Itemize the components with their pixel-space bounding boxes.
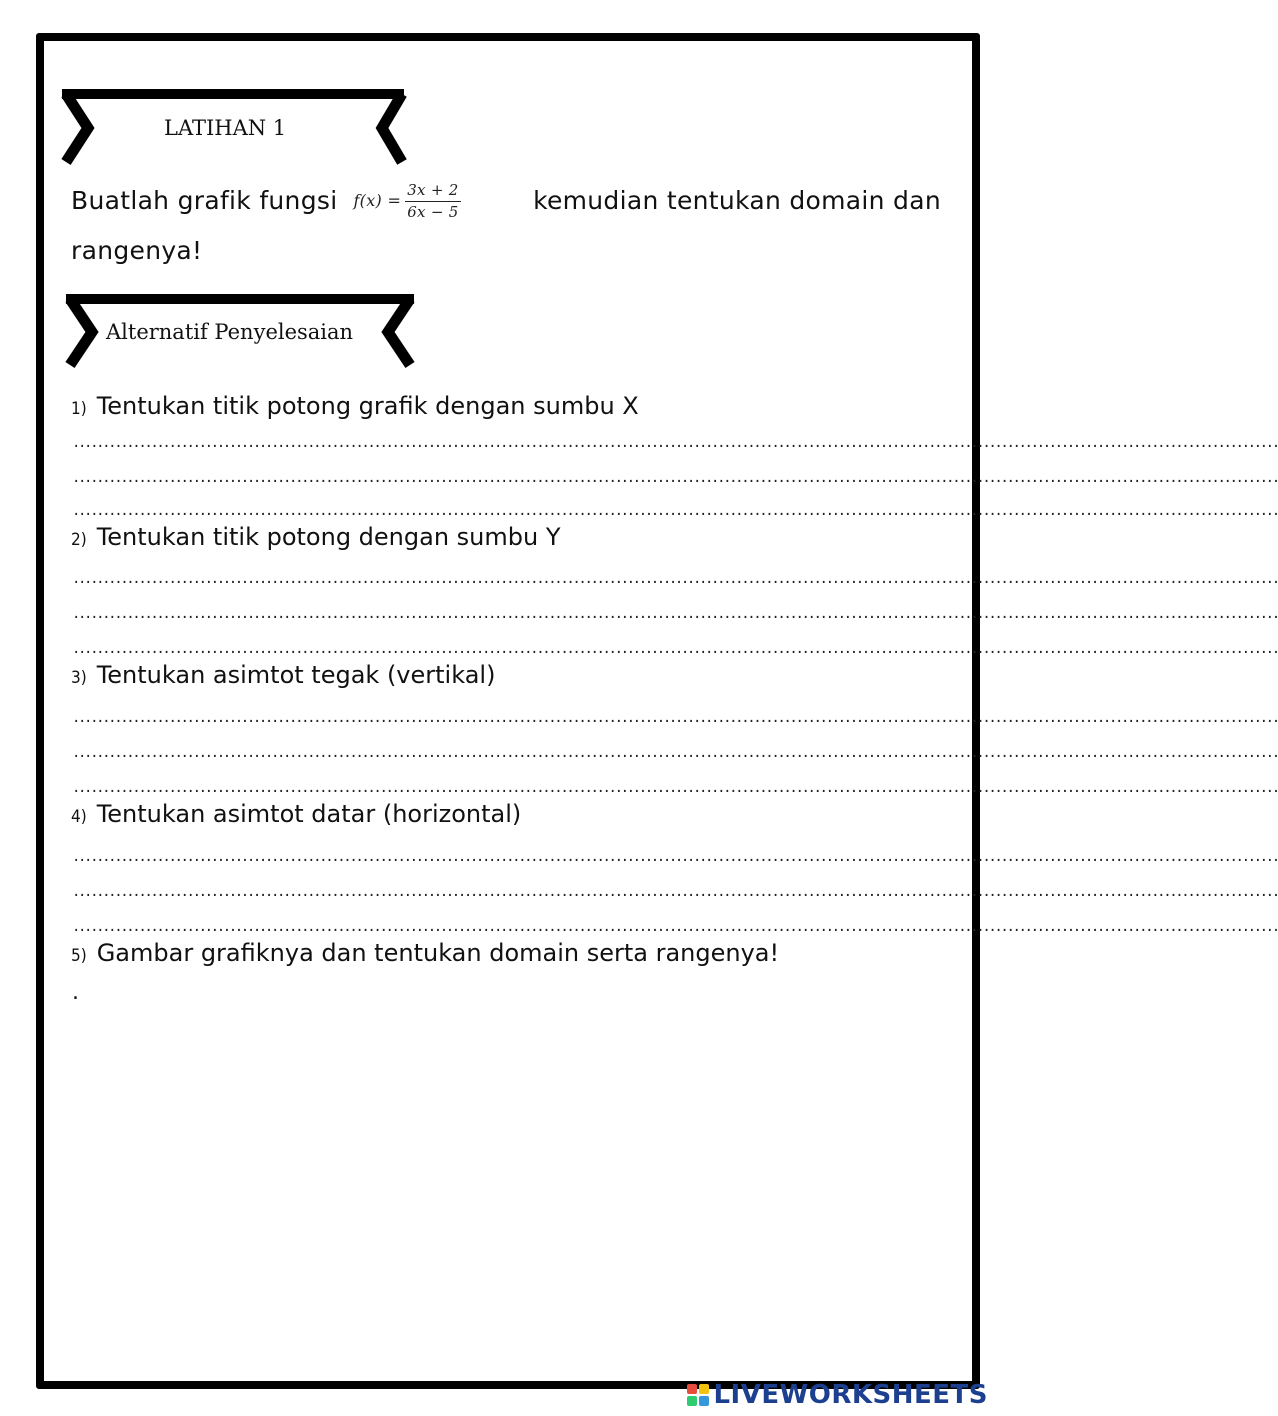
question-3 bbox=[71, 661, 495, 689]
answer-line[interactable]: ........................................................................................................................................................................................................ bbox=[72, 884, 1278, 900]
formula-lhs: f(x) = bbox=[353, 191, 402, 210]
answer-line[interactable]: ........................................................................................................................................................................................................ bbox=[72, 606, 1278, 622]
answer-line[interactable]: ........................................................................................................................................................................................................ bbox=[72, 571, 1278, 587]
answer-line[interactable]: ........................................................................................................................................................................................................ bbox=[72, 503, 1278, 519]
question-2 bbox=[71, 523, 561, 551]
question-4 bbox=[71, 800, 521, 828]
formula-numerator: 3x + 2 bbox=[405, 181, 460, 202]
logo-square-icon bbox=[687, 1396, 697, 1406]
liveworksheets-watermark bbox=[687, 1380, 988, 1410]
liveworksheets-logo-icon bbox=[687, 1384, 709, 1406]
question-1 bbox=[71, 392, 639, 420]
question-5 bbox=[71, 939, 779, 967]
section-banner-latihan bbox=[58, 88, 410, 168]
function-formula bbox=[353, 176, 460, 226]
answer-line[interactable]: ........................................................................................................................................................................................................ bbox=[72, 849, 1278, 865]
answer-line[interactable]: ........................................................................................................................................................................................................ bbox=[72, 641, 1278, 657]
banner-title-solution: Alternatif Penyelesaian bbox=[106, 320, 354, 344]
logo-square-icon bbox=[687, 1384, 697, 1394]
instruction-tail: kemudian tentukan domain dan bbox=[533, 186, 941, 215]
question-text: Tentukan asimtot datar (horizontal) bbox=[96, 800, 522, 828]
question-number: 5) bbox=[71, 946, 87, 966]
instruction-lead: Buatlah grafik fungsi bbox=[71, 186, 338, 215]
answer-line[interactable]: ........................................................................................................................................................................................................ bbox=[72, 780, 1278, 796]
answer-line[interactable]: ........................................................................................................................................................................................................ bbox=[72, 710, 1278, 726]
question-text: Tentukan asimtot tegak (vertikal) bbox=[96, 661, 496, 689]
answer-line[interactable]: ........................................................................................................................................................................................................ bbox=[72, 470, 1278, 486]
logo-square-icon bbox=[699, 1396, 709, 1406]
stray-mark: . bbox=[72, 980, 79, 1005]
question-text: Gambar grafiknya dan tentukan domain serta rangenya! bbox=[96, 939, 780, 967]
banner-title-latihan: LATIHAN 1 bbox=[164, 116, 287, 140]
watermark-text: LIVEWORKSHEETS bbox=[713, 1380, 988, 1410]
section-banner-solution bbox=[62, 294, 418, 370]
formula-denominator: 6x − 5 bbox=[407, 202, 459, 221]
instruction-line-2: rangenya! bbox=[71, 236, 203, 265]
answer-line[interactable]: ........................................................................................................................................................................................................ bbox=[72, 435, 1278, 451]
question-number: 3) bbox=[71, 668, 87, 688]
question-text: Tentukan titik potong grafik dengan sumbu X bbox=[96, 392, 639, 420]
answer-line[interactable]: ........................................................................................................................................................................................................ bbox=[72, 919, 1278, 935]
question-number: 4) bbox=[71, 807, 87, 827]
logo-square-icon bbox=[699, 1384, 709, 1394]
exercise-instruction bbox=[71, 176, 941, 276]
question-number: 1) bbox=[71, 399, 87, 419]
question-text: Tentukan titik potong dengan sumbu Y bbox=[96, 523, 561, 551]
formula-fraction bbox=[405, 181, 460, 222]
answer-line[interactable]: ........................................................................................................................................................................................................ bbox=[72, 745, 1278, 761]
question-number: 2) bbox=[71, 530, 87, 550]
